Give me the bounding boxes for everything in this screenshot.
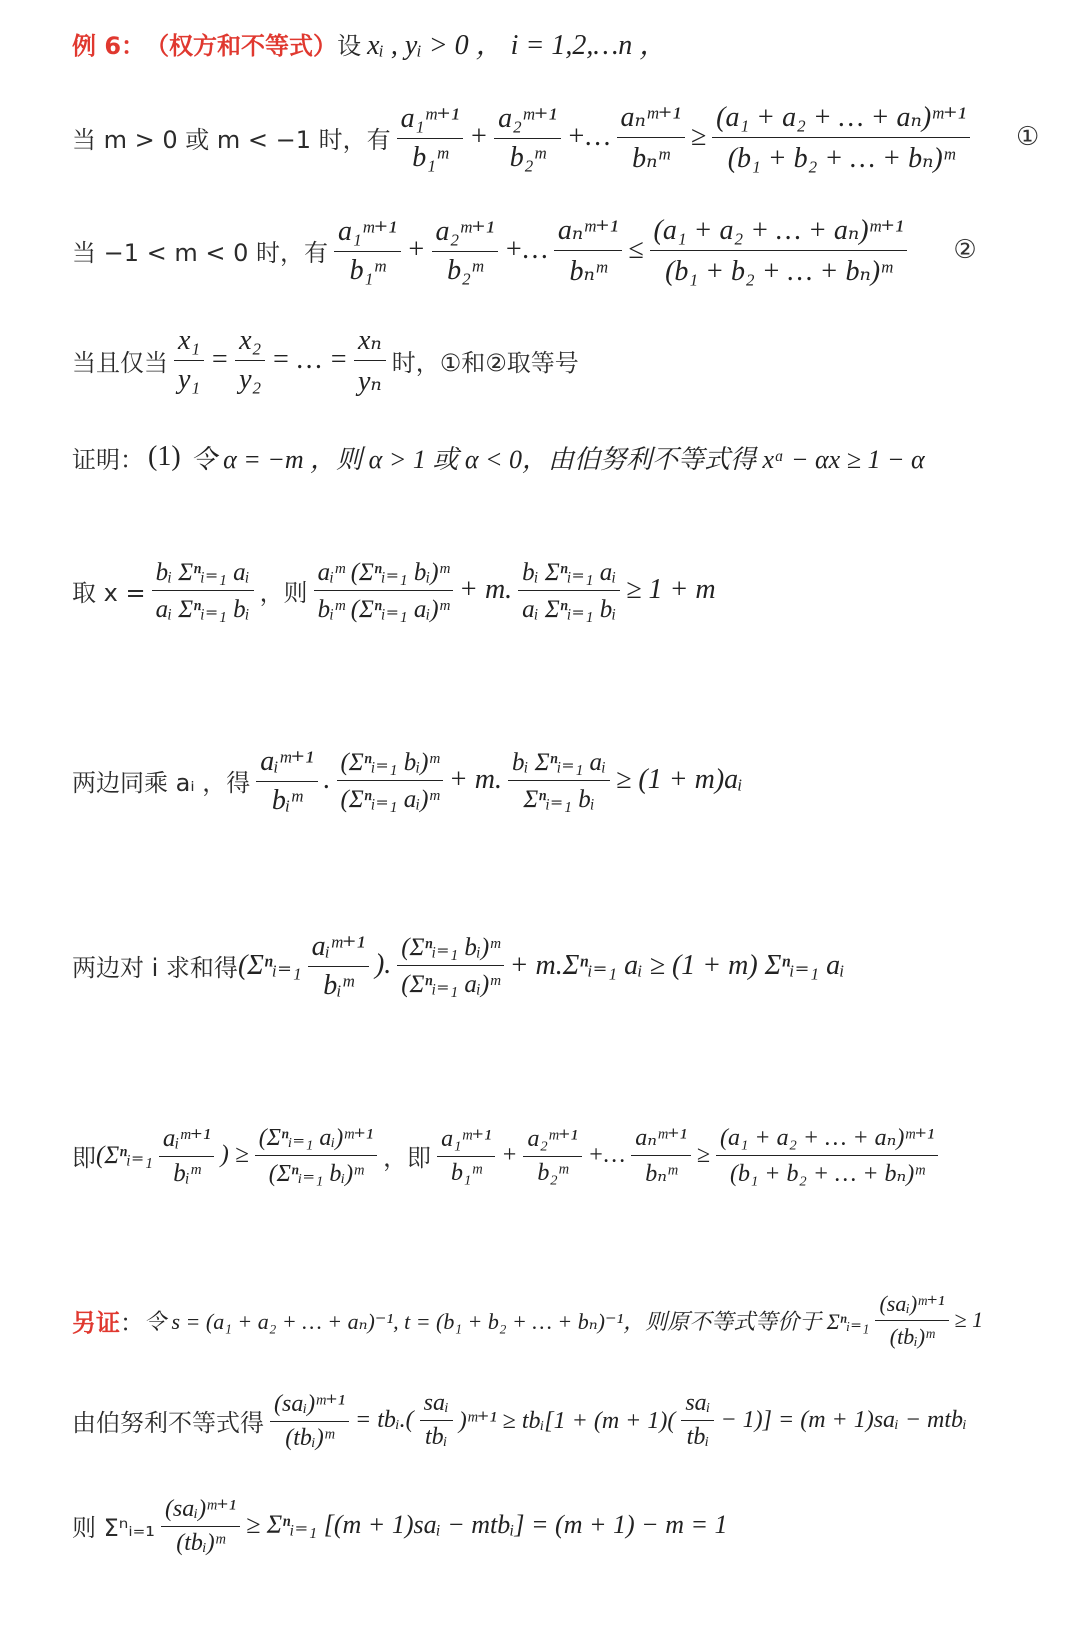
inequality-1: 当 m > 0 或 m < −1 时，有 $\frac{\text{a₁ᵐ⁺¹}}{\text{b₁ᵐ}}$ + $\frac{\text{a₂ᵐ⁺¹}}{\text{b₂ᵐ}}$ +… $\frac{\text{aₙᵐ⁺¹}}{\text{bₙᵐ}}$ ≥ $\frac{\text{(a₁ + a₂ + … + aₙ)ᵐ⁺¹}}{\text{(b₁ + b₂ + … + bₙ)ᵐ}}$ ① xyxy=(72,101,1040,174)
ineq2-term1: $\frac{\text{a₁ᵐ⁺¹}}{\text{b₁ᵐ}}$ xyxy=(334,214,401,287)
proof-label: 证明： xyxy=(72,445,144,474)
ineq1-term-n: $\frac{\text{aₙᵐ⁺¹}}{\text{bₙᵐ}}$ xyxy=(617,100,685,175)
equality-ratio-2: $\frac{\text{x₂}}{\text{y₂}}$ xyxy=(235,325,265,396)
mult-fraction-3: $\frac{\text{bᵢ Σⁿᵢ₌₁ aᵢ}}{\text{Σⁿᵢ₌₁ bᵢ}}$ xyxy=(508,747,610,814)
condition-prefix: 设 xyxy=(337,31,362,60)
conclusion-fraction: $\frac{\text{(saᵢ)ᵐ⁺¹}}{\text{(tbᵢ)ᵐ}}$ xyxy=(161,1494,240,1557)
result-fraction-1: $\frac{\text{aᵢᵐ⁺¹}}{\text{bᵢᵐ}}$ xyxy=(159,1123,215,1188)
take-fraction-2: $\frac{\text{bᵢ Σⁿᵢ₌₁ aᵢ}}{\text{aᵢ Σⁿᵢ₌₁ bᵢ}}$ xyxy=(518,557,620,624)
result-rhs: $\frac{\text{(a₁ + a₂ + … + aₙ)ᵐ⁺¹}}{\text{(b₁ + b₂ + … + bₙ)ᵐ}}$ xyxy=(716,1123,938,1188)
equality-condition: 当且仅当 $\frac{\text{x₁}}{\text{y₁}}$ = $\frac{\text{x₂}}{\text{y₂}}$ = … = $\frac{\text{xₙ}}{\text{yₙ}}$ 时，①和②取等号 xyxy=(72,324,579,397)
ineq2-term-n: $\frac{\text{aₙᵐ⁺¹}}{\text{bₙᵐ}}$ xyxy=(554,213,622,288)
example-heading-line xyxy=(72,18,667,68)
circled-one-marker: ① xyxy=(1016,122,1040,152)
result-term2: $\frac{\text{a₂ᵐ⁺¹}}{\text{b₂ᵐ}}$ xyxy=(523,1124,581,1187)
condition-math: xᵢ , yᵢ > 0 ， i = 1,2,…n ， xyxy=(367,30,668,61)
ineq1-term1: $\frac{\text{a₁ᵐ⁺¹}}{\text{b₁ᵐ}}$ xyxy=(397,101,464,174)
alt-proof-label: 另证 xyxy=(72,1308,120,1337)
proof-part-1: 证明： (1) 令 α = −m ，则 α > 1 或 α < 0，由伯努利不等式得 xᵅ − αx ≥ 1 − α xyxy=(72,432,925,482)
step-take-x: 取 x = $\frac{\text{bᵢ Σⁿᵢ₌₁ aᵢ}}{\text{aᵢ Σⁿᵢ₌₁ bᵢ}}$ ，则 $\frac{\text{aᵢᵐ (Σⁿᵢ₌₁ bᵢ)ᵐ}}{\text{bᵢᵐ (Σⁿᵢ₌₁ aᵢ)ᵐ}}$ + m. $\frac{\text{bᵢ Σⁿᵢ₌₁ aᵢ}}{\text{aᵢ Σⁿᵢ₌₁ bᵢ}}$ ≥ 1 + m xyxy=(72,558,716,623)
result-fraction-2: $\frac{\text{(Σⁿᵢ₌₁ aᵢ)ᵐ⁺¹}}{\text{(Σⁿᵢ₌₁ bᵢ)ᵐ}}$ xyxy=(255,1123,377,1188)
ineq1-prefix: 当 m > 0 或 m < −1 时，有 xyxy=(72,125,391,154)
bernoulli-step: 由伯努利不等式得 $\frac{\text{(saᵢ)ᵐ⁺¹}}{\text{(tbᵢ)ᵐ}}$ = tbᵢ.( $\frac{\text{saᵢ}}{\text{tbᵢ}}$ )ᵐ⁺¹ ≥ tbᵢ[1 + (m + 1)( $\frac{\text{saᵢ}}{\text{tbᵢ}}$ − 1)] = (m + 1)saᵢ − mtbᵢ xyxy=(72,1389,967,1451)
x-definition-fraction: $\frac{\text{bᵢ Σⁿᵢ₌₁ aᵢ}}{\text{aᵢ Σⁿᵢ₌₁ bᵢ}}$ xyxy=(152,557,254,624)
bernoulli-fraction-1: $\frac{\text{(saᵢ)ᵐ⁺¹}}{\text{(tbᵢ)ᵐ}}$ xyxy=(270,1389,349,1452)
ineq2-rhs: $\frac{\text{(a₁ + a₂ + … + aₙ)ᵐ⁺¹}}{\text{(b₁ + b₂ + … + bₙ)ᵐ}}$ xyxy=(650,213,908,288)
circled-two-marker: ② xyxy=(953,235,977,265)
ineq2-term2: $\frac{\text{a₂ᵐ⁺¹}}{\text{b₂ᵐ}}$ xyxy=(432,214,499,287)
step-multiply: 两边同乘 aᵢ ，得 $\frac{\text{aᵢᵐ⁺¹}}{\text{bᵢᵐ}}$ . $\frac{\text{(Σⁿᵢ₌₁ bᵢ)ᵐ}}{\text{(Σⁿᵢ₌₁ aᵢ)ᵐ}}$ + m. $\frac{\text{bᵢ Σⁿᵢ₌₁ aᵢ}}{\text{Σⁿᵢ₌₁ bᵢ}}$ ≥ (1 + m)aᵢ xyxy=(72,745,743,816)
equality-ratio-1: $\frac{\text{x₁}}{\text{y₁}}$ xyxy=(174,325,204,396)
result-term-n: $\frac{\text{aₙᵐ⁺¹}}{\text{bₙᵐ}}$ xyxy=(631,1123,691,1188)
equality-ratio-n: $\frac{\text{xₙ}}{\text{yₙ}}$ xyxy=(354,323,386,398)
mult-fraction-1: $\frac{\text{aᵢᵐ⁺¹}}{\text{bᵢᵐ}}$ xyxy=(256,744,317,817)
ineq1-term2: $\frac{\text{a₂ᵐ⁺¹}}{\text{b₂ᵐ}}$ xyxy=(494,101,561,174)
example-label: 例 6： xyxy=(72,31,146,60)
sum-fraction-1: $\frac{\text{aᵢᵐ⁺¹}}{\text{bᵢᵐ}}$ xyxy=(308,929,369,1002)
alternative-proof: 另证 ： 令 s = (a₁ + a₂ + … + aₙ)⁻¹, t = (b₁ + b₂ + … + bₙ)⁻¹，则原不等式等价于 Σⁿᵢ₌₁ $\frac{\text{(saᵢ)ᵐ⁺¹}}{\text{(tbᵢ)ᵐ}}$ ≥ 1 xyxy=(72,1290,984,1349)
result-term1: $\frac{\text{a₁ᵐ⁺¹}}{\text{b₁ᵐ}}$ xyxy=(437,1124,495,1187)
alt-proof-statement: 令 s = (a₁ + a₂ + … + aₙ)⁻¹, t = (b₁ + b₂ + … + bₙ)⁻¹，则原不等式等价于 Σⁿᵢ₌₁ xyxy=(144,1308,870,1334)
ineq1-rhs: $\frac{\text{(a₁ + a₂ + … + aₙ)ᵐ⁺¹}}{\text{(b₁ + b₂ + … + bₙ)ᵐ}}$ xyxy=(712,100,970,175)
example-title: （权方和不等式） xyxy=(145,31,338,60)
step-result: 即 (Σⁿᵢ₌₁ $\frac{\text{aᵢᵐ⁺¹}}{\text{bᵢᵐ}}$ ) ≥ $\frac{\text{(Σⁿᵢ₌₁ aᵢ)ᵐ⁺¹}}{\text{(Σⁿᵢ₌₁ bᵢ)ᵐ}}$ ，即 $\frac{\text{a₁ᵐ⁺¹}}{\text{b₁ᵐ}}$ + $\frac{\text{a₂ᵐ⁺¹}}{\text{b₂ᵐ}}$ +… $\frac{\text{aₙᵐ⁺¹}}{\text{bₙᵐ}}$ ≥ $\frac{\text{(a₁ + a₂ + … + aₙ)ᵐ⁺¹}}{\text{(b₁ + b₂ + … + bₙ)ᵐ}}$ xyxy=(72,1080,944,1230)
mult-fraction-2: $\frac{\text{(Σⁿᵢ₌₁ bᵢ)ᵐ}}{\text{(Σⁿᵢ₌₁ aᵢ)ᵐ}}$ xyxy=(337,747,443,814)
conclusion-step: 则 Σⁿᵢ₌₁ $\frac{\text{(saᵢ)ᵐ⁺¹}}{\text{(tbᵢ)ᵐ}}$ ≥ Σⁿᵢ₌₁ [(m + 1)saᵢ − mtbᵢ] = (m + 1) − m = 1 xyxy=(72,1495,728,1556)
alt-fraction: $\frac{\text{(saᵢ)ᵐ⁺¹}}{\text{(tbᵢ)ᵐ}}$ xyxy=(875,1291,948,1350)
bernoulli-fraction-3: $\frac{\text{saᵢ}}{\text{tbᵢ}}$ xyxy=(681,1390,714,1451)
bernoulli-fraction-2: $\frac{\text{saᵢ}}{\text{tbᵢ}}$ xyxy=(420,1390,453,1451)
sum-fraction-2: $\frac{\text{(Σⁿᵢ₌₁ bᵢ)ᵐ}}{\text{(Σⁿᵢ₌₁ aᵢ)ᵐ}}$ xyxy=(397,932,503,999)
ineq2-prefix: 当 −1 < m < 0 时，有 xyxy=(72,238,329,267)
take-fraction-1: $\frac{\text{aᵢᵐ (Σⁿᵢ₌₁ bᵢ)ᵐ}}{\text{bᵢᵐ (Σⁿᵢ₌₁ aᵢ)ᵐ}}$ xyxy=(314,557,453,624)
step-sum: 两边对 i 求和得 (Σⁿᵢ₌₁ $\frac{\text{aᵢᵐ⁺¹}}{\text{bᵢᵐ}}$ ). $\frac{\text{(Σⁿᵢ₌₁ bᵢ)ᵐ}}{\text{(Σⁿᵢ₌₁ aᵢ)ᵐ}}$ + m.Σⁿᵢ₌₁ aᵢ ≥ (1 + m) Σⁿᵢ₌₁ aᵢ xyxy=(72,930,845,1001)
proof1-statement: 令 α = −m ，则 α > 1 或 α < 0，由伯努利不等式得 xᵅ − αx ≥ 1 − α xyxy=(190,444,925,474)
inequality-2: 当 −1 < m < 0 时，有 $\frac{\text{a₁ᵐ⁺¹}}{\text{b₁ᵐ}}$ + $\frac{\text{a₂ᵐ⁺¹}}{\text{b₂ᵐ}}$ +… $\frac{\text{aₙᵐ⁺¹}}{\text{bₙᵐ}}$ ≤ $\frac{\text{(a₁ + a₂ + … + aₙ)ᵐ⁺¹}}{\text{(b₁ + b₂ + … + bₙ)ᵐ}}$ ② xyxy=(72,214,977,287)
